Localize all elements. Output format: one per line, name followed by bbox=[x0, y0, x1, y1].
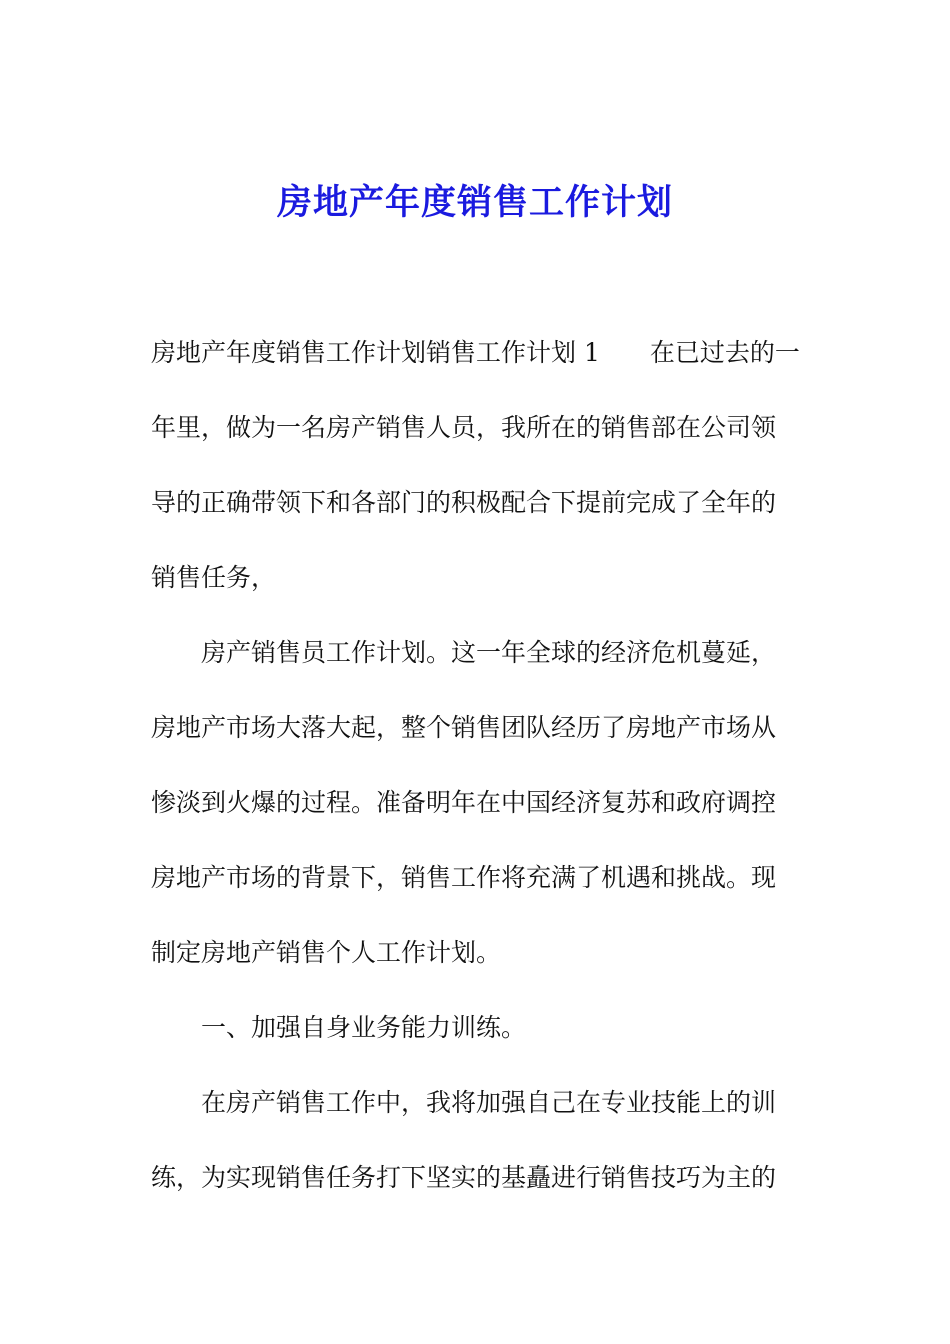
section-heading: 一、加强自身业务能力训练。 bbox=[201, 1013, 527, 1042]
text-line: 年里，做为一名房产销售人员，我所在的销售部在公司领 bbox=[151, 413, 777, 442]
document-title: 房地产年度销售工作计划 bbox=[276, 182, 673, 223]
text-line: 导的正确带领下和各部门的积极配合下提前完成了全年的 bbox=[151, 488, 777, 517]
text-line: 制定房地产销售个人工作计划。 bbox=[151, 938, 502, 967]
text-line: 惨淡到火爆的过程。准备明年在中国经济复苏和政府调控 bbox=[151, 788, 777, 817]
paragraph-first-line: 房产销售员工作计划。这一年全球的经济危机蔓延， bbox=[201, 638, 777, 667]
text-line: 练，为实现销售任务打下坚实的基矗进行销售技巧为主的 bbox=[151, 1163, 777, 1192]
text-line: 销售任务， bbox=[151, 563, 277, 592]
text-line: 房地产市场的背景下，销售工作将充满了机遇和挑战。现 bbox=[151, 863, 777, 892]
text-line: 房地产年度销售工作计划销售工作计划 1 在已过去的一 bbox=[151, 338, 800, 367]
text-line: 房地产市场大落大起，整个销售团队经历了房地产市场从 bbox=[151, 713, 777, 742]
document-body bbox=[151, 331, 811, 1231]
paragraph-first-line: 在房产销售工作中，我将加强自己在专业技能上的训 bbox=[201, 1088, 777, 1117]
